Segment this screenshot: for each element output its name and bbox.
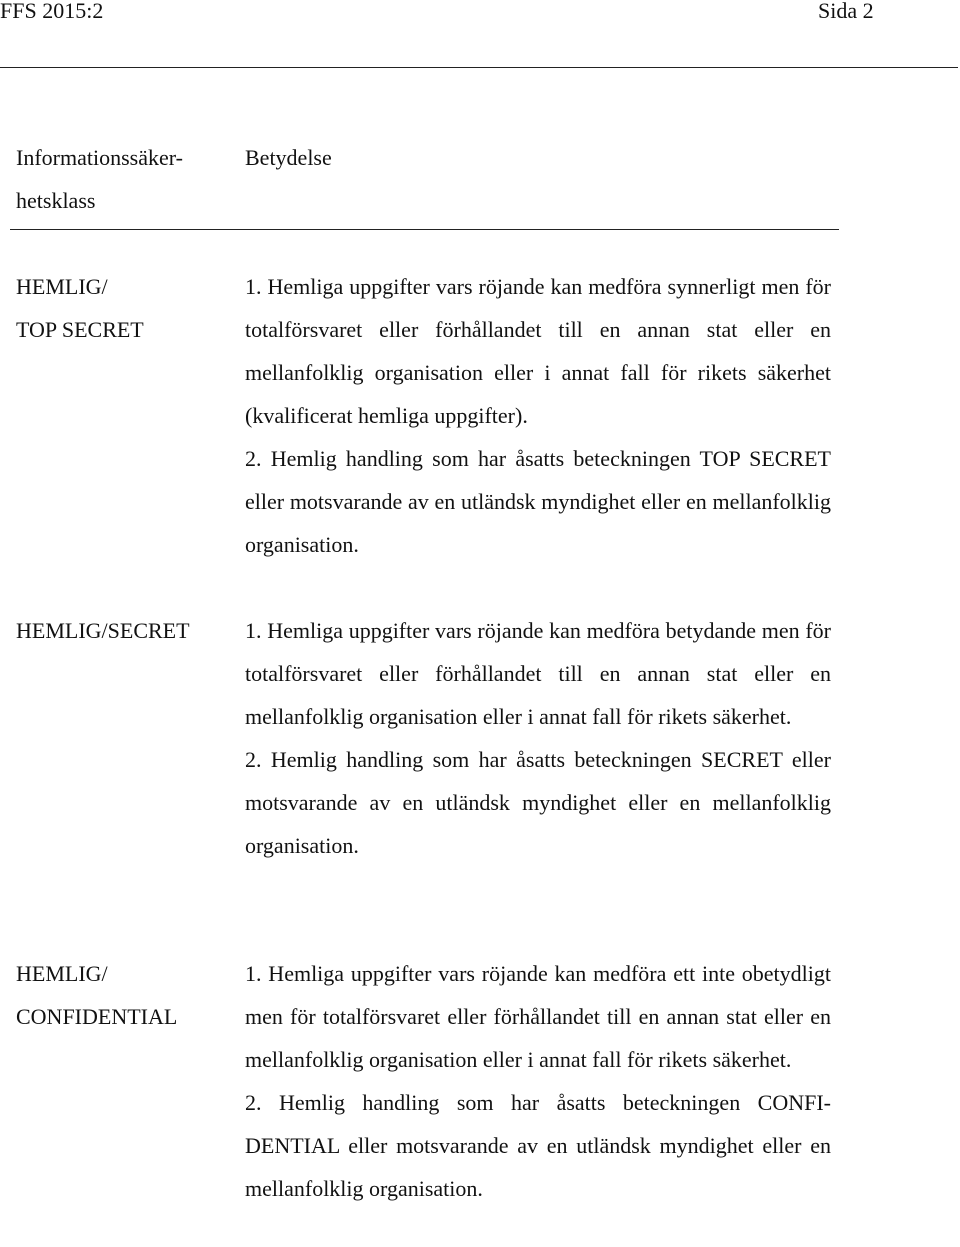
meaning-item-2: 2. Hemlig handling som har åsatts beteckningen SECRET eller motsvarande av en utländsk myndighet eller en mellanfolklig organisation. — [245, 747, 831, 858]
column-header-class — [16, 136, 226, 222]
column-header-class-line-1: Informationssäker- — [16, 145, 183, 170]
meaning-item-2: 2. Hemlig handling som har åsatts beteckningen TOP SECRET eller motsvarande av en utländsk myndighet eller en mellanfolklig organisation. — [245, 446, 831, 557]
meaning-item-1: 1. Hemliga uppgifter vars röjande kan medföra ett inte obetydligt men för totalförsvaret eller förhållandet till en annan stat eller en mellanfolklig organisation eller i annat fall för rikets säkerhet. — [245, 961, 831, 1072]
column-header-meaning: Betydelse — [245, 145, 332, 170]
classification-label: HEMLIG/ CONFIDENTIAL — [16, 961, 178, 1029]
column-header-class-line-2: hetsklass — [16, 188, 96, 213]
meaning-item-1: 1. Hemliga uppgifter vars röjande kan medföra synnerligt men för totalförsvaret eller förhållandet till en annan stat eller en mellanfolklig organisation eller i annat fall för rikets säkerhet (kvalificerat hemliga uppgifter). — [245, 274, 831, 428]
classification-label: HEMLIG/ TOP SECRET — [16, 274, 144, 342]
classification-label: HEMLIG/SECRET — [16, 618, 190, 643]
table-header-divider — [10, 229, 839, 230]
document-reference: FFS 2015:2 — [0, 0, 104, 23]
classification-meaning — [245, 952, 831, 1210]
header-divider — [0, 67, 958, 68]
meaning-item-2: 2. Hemlig handling som har åsatts beteckningen CONFI-DENTIAL eller motsvarande av en utländsk myndighet eller en mellanfolklig organisation. — [245, 1090, 831, 1201]
page-number: Sida 2 — [818, 0, 874, 23]
meaning-item-1: 1. Hemliga uppgifter vars röjande kan medföra betydande men för totalförsvaret eller förhållandet till en annan stat eller en mellanfolklig organisation eller i annat fall för rikets säkerhet. — [245, 618, 831, 729]
classification-meaning — [245, 609, 831, 867]
classification-meaning — [245, 265, 831, 566]
